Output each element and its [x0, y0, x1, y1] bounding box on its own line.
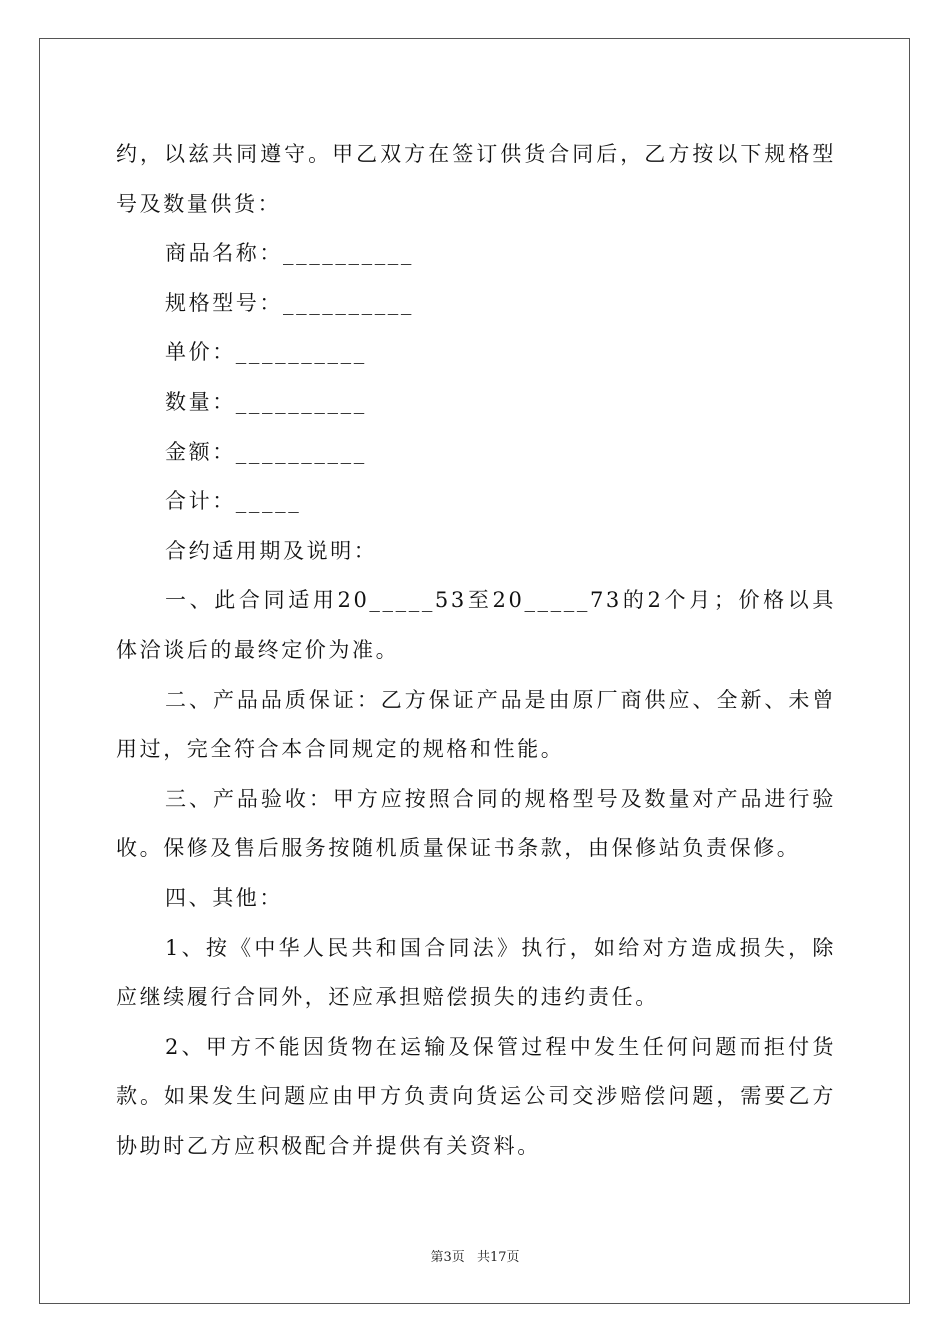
- section-heading-terms: 合约适用期及说明：: [165, 538, 378, 563]
- clause-2-quality: 二、产品品质保证：乙方保证产品是由原厂商供应、全新、未曾用过，完全符合本合同规定的规格和性能。: [116, 687, 836, 762]
- page-number: 第3页: [430, 1250, 465, 1265]
- paragraph-intro: 约，以兹共同遵守。甲乙双方在签订供货合同后，乙方按以下规格型号及数量供货：: [116, 142, 836, 216]
- field-unit-price: 单价：__________: [165, 340, 367, 365]
- page-footer: [0, 1246, 950, 1265]
- field-quantity: 数量：__________: [165, 389, 367, 414]
- clause-4-other: 四、其他：: [165, 885, 283, 910]
- field-spec-model: 规格型号：__________: [165, 290, 414, 315]
- clause-1-period: 一、此合同适用20_____53至20_____73的2个月；价格以具体洽谈后的最终定价为准。: [116, 588, 836, 662]
- field-amount: 金额：__________: [165, 439, 367, 464]
- subclause-4-1: 1、按《中华人民共和国合同法》执行，如给对方造成损失，除应继续履行合同外，还应承担赔偿损失的违约责任。: [116, 935, 836, 1010]
- field-product-name: 商品名称：__________: [165, 241, 414, 266]
- clause-3-acceptance: 三、产品验收：甲方应按照合同的规格型号及数量对产品进行验收。保修及售后服务按随机质量保证书条款，由保修站负责保修。: [116, 786, 836, 861]
- page-total: 共17页: [476, 1250, 520, 1265]
- subclause-4-2: 2、甲方不能因货物在运输及保管过程中发生任何问题而拒付货款。如果发生问题应由甲方负责向货运公司交涉赔偿问题，需要乙方协助时乙方应积极配合并提供有关资料。: [116, 1034, 836, 1158]
- field-total: 合计：_____: [165, 489, 302, 514]
- document-body: [116, 130, 836, 1171]
